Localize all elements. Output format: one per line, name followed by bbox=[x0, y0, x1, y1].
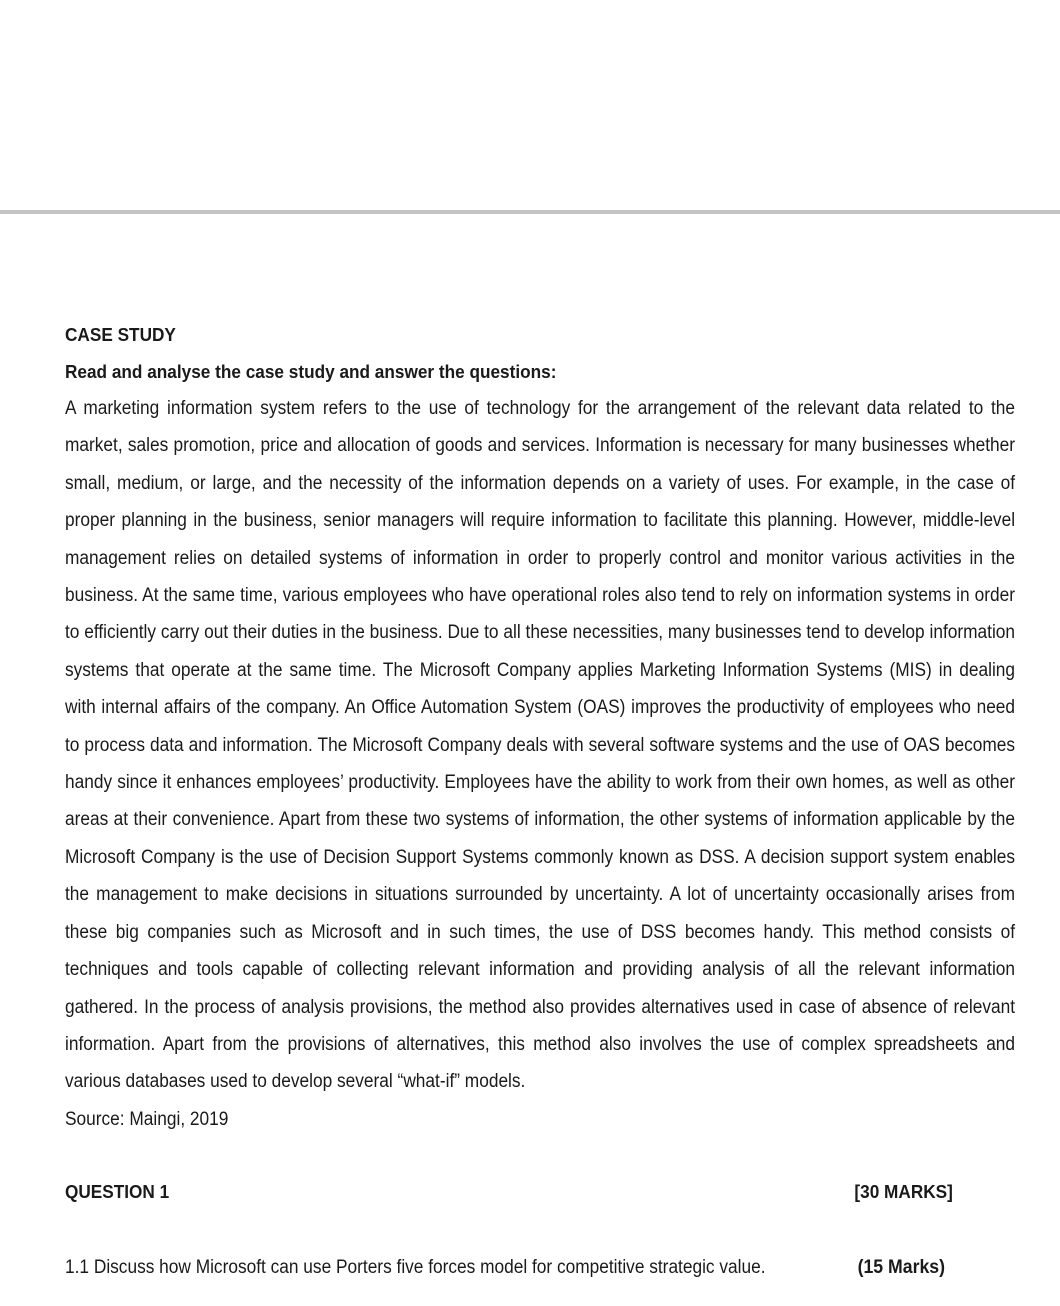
question-total-marks: [30 MARKS] bbox=[854, 1181, 953, 1202]
sub-question-marks: (15 Marks) bbox=[857, 1257, 945, 1278]
case-study-section bbox=[65, 316, 1015, 1138]
question-title: QUESTION 1 bbox=[65, 1181, 170, 1202]
page-divider bbox=[0, 210, 1060, 214]
case-study-heading: CASE STUDY bbox=[65, 324, 176, 345]
instruction-text: Read and analyse the case study and answer the questions: bbox=[65, 361, 557, 382]
case-study-passage: A marketing information system refers to the use of technology for the arrangement of the relevant data related to the market, sales promotion, price and allocation of goods and services. Information is necessary for many businesses whether small, medium, or large, and the necessity of the information depends on a variety of uses. For example, in the case of proper planning in the business, senior managers will require information to facilitate this planning. However, middle-level management relies on detailed systems of information in order to properly control and monitor various activities in the business. At the same time, various employees who have operational roles also tend to rely on information systems in order to efficiently carry out their duties in the business. Due to all these necessities, many businesses tend to develop information systems that operate at the same time. The Microsoft Company applies Marketing Information Systems (MIS) in dealing with internal affairs of the company. An Office Automation System (OAS) improves the productivity of employees who need to process data and information. The Microsoft Company deals with several software systems and the use of OAS becomes handy since it enhances employees’ productivity. Employees have the ability to work from their own homes, as well as other areas at their convenience. Apart from these two systems of information, the other systems of information applicable by the Microsoft Company is the use of Decision Support Systems commonly known as DSS. A decision support system enables the management to make decisions in situations surrounded by uncertainty. A lot of uncertainty occasionally arises from these big companies such as Microsoft and in such times, the use of DSS becomes handy. This method consists of techniques and tools capable of collecting relevant information and providing analysis of all the relevant information gathered. In the process of analysis provisions, the method also provides alternatives used in case of absence of relevant information. Apart from the provisions of alternatives, this method also involves the use of complex spreadsheets and various databases used to develop several “what-if” models. bbox=[65, 398, 1016, 1093]
sub-question-text: 1.1 Discuss how Microsoft can use Porters five forces model for competitive strategic value. bbox=[65, 1257, 766, 1278]
source-citation: Source: Maingi, 2019 bbox=[65, 1108, 229, 1130]
